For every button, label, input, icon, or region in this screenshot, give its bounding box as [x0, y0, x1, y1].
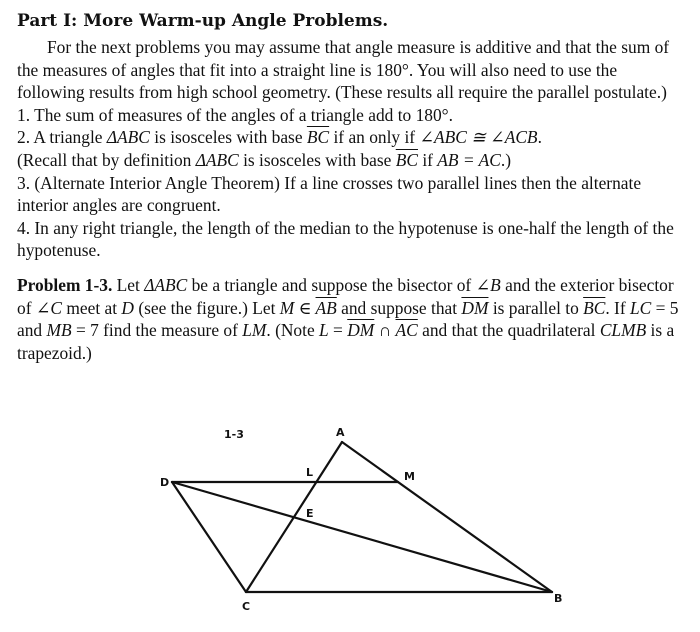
line-DB: [172, 482, 552, 592]
label-E: E: [306, 507, 314, 520]
result-1: 1. The sum of measures of the angles of a triangle add to 180°.: [17, 104, 453, 125]
label-L: L: [306, 466, 314, 479]
label-M: M: [404, 470, 415, 483]
line-AB: [342, 442, 552, 592]
intro-paragraph: For the next problems you may assume that angle measure is additive and that the sum of the measures of angles that fit into a straight line is 180°. You will also need to use the following results from high school geometry. (These results all require the parallel postulate.): [17, 37, 670, 103]
spacer: [17, 262, 687, 274]
result-4: 4. In any right triangle, the length of the median to the hypotenuse is one-half the length of the hypotenuse.: [17, 217, 674, 261]
section-heading: Part I: More Warm-up Angle Problems.: [17, 11, 389, 31]
result-2: 2. A triangle ΔABC is isosceles with base $\overline{BC}$ if an only if ∠ABC ≅ ∠ACB. (Recall that by definition ΔABC is isosceles with base $\overline{BC}$ if AB = AC.): [17, 127, 542, 170]
geometry-figure: [160, 420, 580, 625]
problem-label: Problem 1-3.: [17, 274, 113, 295]
label-A: A: [336, 426, 345, 439]
figure-title: 1-3: [224, 428, 244, 441]
line-CA: [246, 442, 342, 592]
label-B: B: [554, 592, 563, 605]
document-page: [17, 8, 687, 364]
problem-statement: Problem 1-3. Let ΔABC be a triangle and suppose the bisector of ∠B and the exterior bisector of ∠C meet at D (see the figure.) Let M ∈ $\overline{AB}$ and suppose that $\overline{DM}$ is parallel to $\overline{BC}$. If LC = 5 and MB = 7 find the measure of LM. (Note $L = \overline{DM}$ ∩ $\overline{AC}$ and that the quadrilateral CLMB is a trapezoid.): [17, 274, 679, 363]
result-3: 3. (Alternate Interior Angle Theorem) If a line crosses two parallel lines then the alternate interior angles are congruent.: [17, 172, 642, 216]
label-D: D: [160, 476, 170, 489]
label-C: C: [242, 600, 251, 613]
line-DC: [172, 482, 246, 592]
